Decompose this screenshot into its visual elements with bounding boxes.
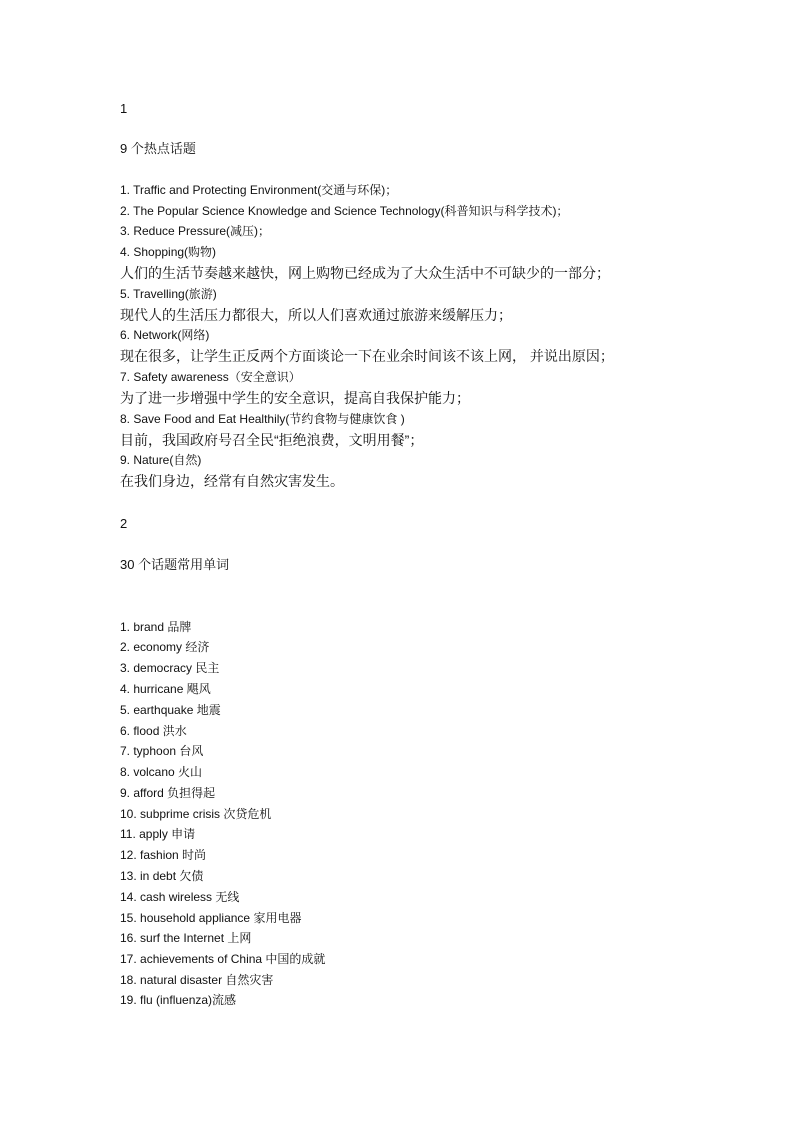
- word-item: 12. fashion 时尚: [120, 848, 207, 862]
- topic-description: 现在很多，让学生正反两个方面谈论一下在业余时间该不该上网， 并说出原因；: [120, 348, 614, 364]
- topic-line: 6. Network(网络): [120, 328, 210, 342]
- section-number-2: 2: [120, 516, 128, 531]
- section-number-1: 1: [120, 101, 128, 116]
- word-item: 17. achievements of China 中国的成就: [120, 952, 326, 966]
- topic-line: 1. Traffic and Protecting Environment(交通与环保)；: [120, 183, 398, 197]
- topic-description: 人们的生活节奏越来越快，网上购物已经成为了大众生活中不可缺少的一部分；: [120, 265, 610, 281]
- word-item: 3. democracy 民主: [120, 661, 220, 675]
- topic-description: 为了进一步增强中学生的安全意识，提高自我保护能力；: [120, 390, 470, 406]
- word-item: 1. brand 品牌: [120, 620, 192, 634]
- word-item: 14. cash wireless 无线: [120, 890, 240, 904]
- topic-description: 在我们身边，经常有自然灾害发生。: [120, 473, 344, 489]
- topic-description: 现代人的生活压力都很大，所以人们喜欢通过旅游来缓解压力；: [120, 307, 512, 323]
- word-item: 11. apply 申请: [120, 827, 196, 841]
- word-item: 10. subprime crisis 次贷危机: [120, 807, 272, 821]
- word-item: 5. earthquake 地震: [120, 703, 221, 717]
- word-item: 19. flu (influenza)流感: [120, 993, 237, 1007]
- topic-line: 7. Safety awareness（安全意识）: [120, 370, 301, 384]
- topic-line: 5. Travelling(旅游): [120, 287, 217, 301]
- word-item: 4. hurricane 飓风: [120, 682, 211, 696]
- word-item: 13. in debt 欠债: [120, 869, 204, 883]
- word-item: 16. surf the Internet 上网: [120, 931, 252, 945]
- section-title-common-words: 30 个话题常用单词: [120, 557, 230, 572]
- topic-description: 目前，我国政府号召全民“拒绝浪费，文明用餐”；: [120, 432, 424, 448]
- section-title-hot-topics: 9 个热点话题: [120, 141, 196, 156]
- topic-line: 8. Save Food and Eat Healthily(节约食物与健康饮食 ): [120, 412, 405, 426]
- word-item: 7. typhoon 台风: [120, 744, 204, 758]
- word-item: 18. natural disaster 自然灾害: [120, 973, 274, 987]
- word-item: 2. economy 经济: [120, 640, 210, 654]
- word-item: 15. household appliance 家用电器: [120, 911, 302, 925]
- topic-line: 2. The Popular Science Knowledge and Science Technology(科普知识与科学技术)；: [120, 204, 569, 218]
- topic-line: 3. Reduce Pressure(减压)；: [120, 224, 271, 238]
- word-item: 8. volcano 火山: [120, 765, 203, 779]
- word-item: 6. flood 洪水: [120, 724, 187, 738]
- topic-line: 9. Nature(自然): [120, 453, 202, 467]
- word-item: 9. afford 负担得起: [120, 786, 216, 800]
- topic-line: 4. Shopping(购物): [120, 245, 217, 259]
